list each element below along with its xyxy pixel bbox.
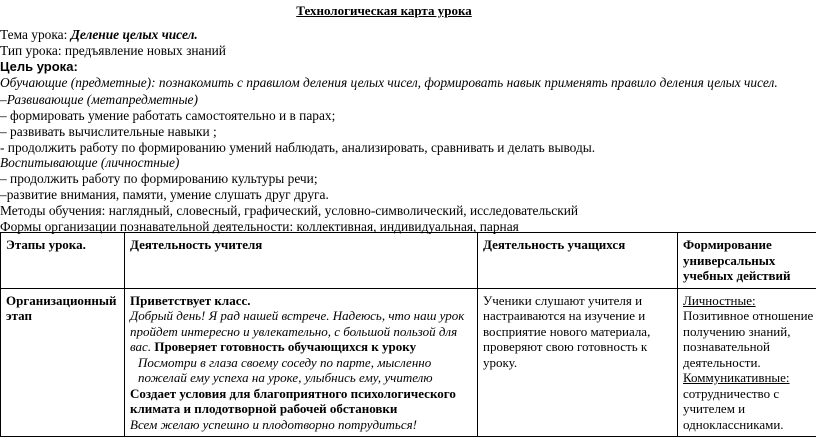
students-activity: Ученики слушают учителя и настраиваются на изучение и восприятие нового материала, проверяют свою готовность к уроку. (483, 293, 672, 371)
developing-item-1: – формировать умение работать самостоятельно и в парах; (0, 108, 335, 124)
topic-line (0, 27, 198, 43)
teacher-cell (125, 288, 478, 437)
uud-personal (683, 293, 816, 371)
page-title: Технологическая карта урока (0, 3, 768, 19)
teacher-check: Проверяет готовность обучающихся к уроку (154, 339, 416, 354)
table-header-row (1, 233, 816, 289)
upbringing-item-1: – продолжить работу по формированию культуры речи; (0, 171, 318, 187)
developing-heading: –Развивающие (метапредметные) (0, 92, 198, 108)
students-cell (478, 288, 678, 437)
goal-line (0, 59, 78, 75)
goal-label: Цель урока (0, 59, 73, 74)
uud-cell (678, 288, 816, 437)
teacher-speech (130, 308, 472, 355)
upbringing-heading: Воспитывающие (личностные) (0, 155, 179, 171)
teacher-closing: Всем желаю успешно и плодотворно потрудиться! (130, 417, 472, 433)
forms-line: Формы организации познавательной деятельности: коллективная, индивидуальная, парная (0, 219, 519, 235)
uud-comm-label: Коммуникативные: (683, 370, 816, 386)
stage-cell (1, 288, 125, 437)
teacher-wish: Посмотри в глаза своему соседу по парте, мысленно пожелай ему успеха на уроке, улыбнись ему, учителю (130, 355, 472, 386)
teacher-greeting: Приветствует класс. (130, 293, 472, 309)
lesson-type: Тип урока: предъявление новых знаний (0, 43, 226, 59)
stage-name: Организационный этап (6, 293, 119, 324)
uud-personal-text: Позитивное отношение получению знаний, познавательной деятельности. (683, 308, 813, 370)
topic-value: Деление целых чисел. (71, 27, 198, 42)
header-students: Деятельность учащихся (478, 233, 678, 289)
teacher-climate: Создает условия для благоприятного психологического климата и плодотворной рабочей обстановки (130, 386, 472, 417)
header-uud: Формирование универсальных учебных действий (678, 233, 816, 289)
goal-colon: : (73, 59, 77, 74)
header-stage: Этапы урока. (1, 233, 125, 289)
topic-label: Тема урока: (0, 27, 67, 42)
lesson-table (0, 232, 816, 437)
methods-line: Методы обучения: наглядный, словесный, графический, условно-символический, исследовательский (0, 203, 578, 219)
developing-item-2: – развивать вычислительные навыки ; (0, 124, 217, 140)
uud-personal-label: Личностные: (683, 293, 756, 308)
table-row (1, 288, 816, 437)
subject-goal: Обучающие (предметные): познакомить с правилом деления целых чисел, формировать навык применять правило деления целых чисел. (0, 75, 778, 91)
teacher-speech-text: Добрый день! Я рад нашей встрече. Надеюсь, что наш урок пройдет интересно и увлекательно, с большой пользой для вас. (130, 308, 464, 354)
upbringing-item-2: –развитие внимания, памяти, умение слушать друг друга. (0, 187, 329, 203)
header-teacher: Деятельность учителя (125, 233, 478, 289)
developing-item-3: - продолжить работу по формированию умений наблюдать, анализировать, сравнивать и делать выводы. (0, 140, 595, 156)
uud-comm-text: сотрудничество с учителем и одноклассниками. (683, 386, 816, 433)
